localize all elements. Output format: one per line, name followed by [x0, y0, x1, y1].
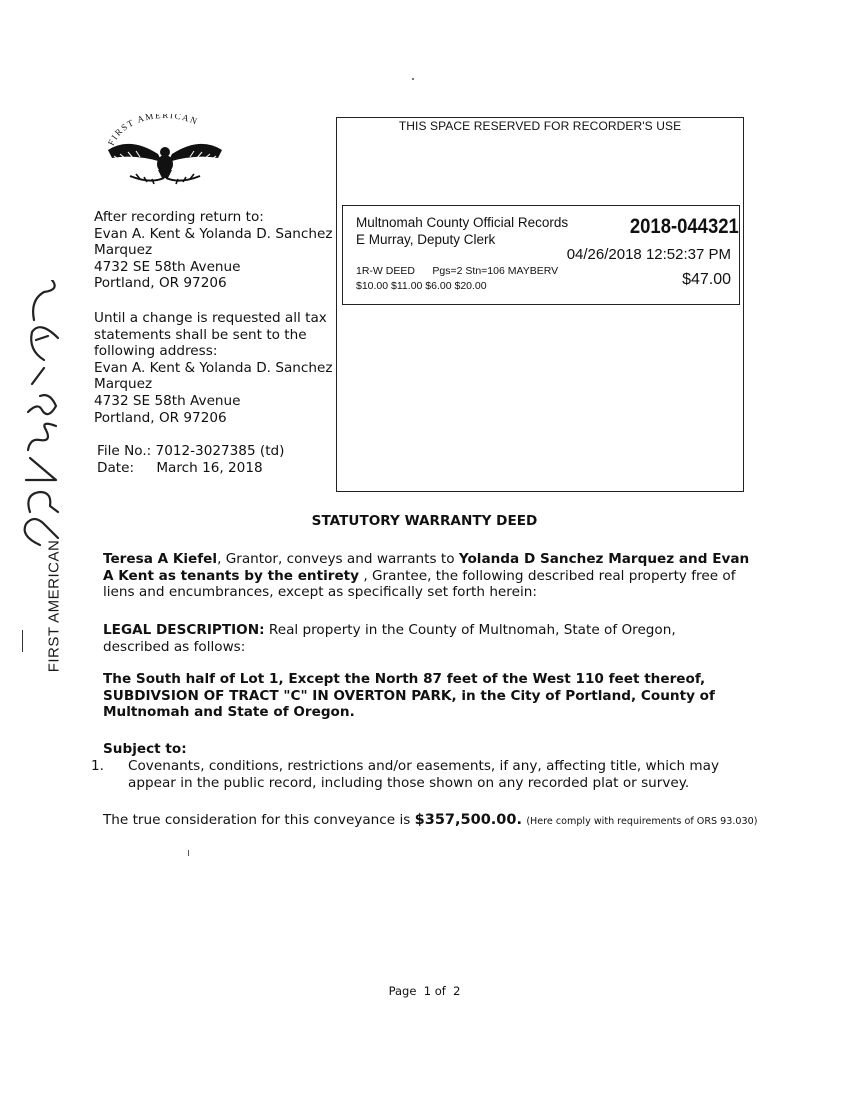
- logo-arc-text: FIRST AMERICAN: [105, 114, 200, 147]
- file-no-row: [97, 443, 337, 460]
- return-heading: After recording return to:: [94, 209, 264, 225]
- recorder-timestamp: 04/26/2018 12:52:37 PM: [566, 246, 731, 263]
- grantee-rest: , Grantee, the following described real property free of liens and encumbrances, except as specifically set forth herein:: [103, 567, 736, 601]
- consideration-text: The true consideration for this conveyance is: [103, 812, 415, 828]
- date-label: Date:: [97, 459, 135, 476]
- tax-city: Portland, OR 97206: [94, 409, 227, 426]
- subject-label: Subject to:: [103, 741, 187, 757]
- grantor-paragraph: [103, 551, 751, 601]
- recorder-number: 2018-044321: [630, 215, 739, 238]
- consideration: [103, 812, 763, 831]
- tax-name: Evan A. Kent & Yolanda D. Sanchez: [94, 359, 333, 376]
- legal-label: LEGAL DESCRIPTION:: [103, 622, 265, 638]
- recorder-fees: $10.00 $11.00 $6.00 $20.00: [356, 280, 487, 292]
- subject-item-text: Covenants, conditions, restrictions and/or easements, if any, affecting title, which may appear in the public record, including those shown on any recorded plat or survey.: [128, 758, 720, 791]
- legal-body: The South half of Lot 1, Except the North 87 feet of the West 110 feet thereof, SUBDIVSION OF TRACT "C" IN OVERTON PARK, in the City of Portland, County of Multnomah and State of Oregon.: [103, 671, 715, 721]
- svg-text:FIRST AMERICAN: [106, 114, 200, 147]
- page-number: Page 1 of 2: [388, 984, 461, 998]
- return-address: [94, 209, 334, 292]
- eagle-logo-icon: [100, 114, 230, 194]
- recorder-reserved-label: THIS SPACE RESERVED FOR RECORDER'S USE: [398, 119, 682, 133]
- legal-text: Real property in the County of Multnomah, State of Oregon, described as follows:: [103, 622, 676, 655]
- handwritten-file-number: [0, 280, 80, 550]
- recorder-total: $47.00: [682, 271, 731, 288]
- consideration-amount: $357,500.00.: [414, 812, 522, 828]
- tax-line-3: following address:: [94, 343, 218, 360]
- grantee-names: Yolanda D Sanchez Marquez and Evan A Kent as tenants by the entirety: [103, 551, 750, 584]
- return-city: Portland, OR 97206: [94, 275, 227, 292]
- tax-street: 4732 SE 58th Avenue: [94, 392, 241, 409]
- subject-item-number: 1.: [91, 758, 104, 774]
- date-row: [97, 460, 337, 477]
- stray-mark: [188, 850, 189, 856]
- recorder-clerk: E Murray, Deputy Clerk: [356, 232, 496, 247]
- return-name: Evan A. Kent & Yolanda D. Sanchez: [94, 225, 333, 242]
- return-name-cont: Marquez: [94, 242, 153, 259]
- file-info: [97, 443, 337, 476]
- conveys-text: , Grantor, conveys and warrants to: [217, 551, 459, 567]
- grantor-name: Teresa A Kiefel: [103, 551, 218, 567]
- date-value: March 16, 2018: [156, 459, 263, 476]
- return-street: 4732 SE 58th Avenue: [94, 258, 241, 275]
- tax-line-1: Until a change is requested all tax: [94, 310, 327, 326]
- tax-address: [94, 310, 334, 426]
- consideration-note: (Here comply with requirements of ORS 93.030): [526, 816, 758, 827]
- company-logo: [100, 114, 230, 194]
- recorder-doc-line: 1R-W DEED Pgs=2 Stn=106 MAYBERV: [356, 265, 559, 277]
- side-stamp-company: FIRST AMERICAN: [45, 539, 63, 673]
- file-no-label: File No.:: [97, 443, 152, 459]
- file-no-value: 7012-3027385 (td): [155, 443, 285, 459]
- tax-name-cont: Marquez: [94, 376, 153, 393]
- deed-title: STATUTORY WARRANTY DEED: [311, 513, 538, 529]
- legal-description: [103, 622, 723, 655]
- stray-mark: [412, 78, 414, 80]
- margin-mark: [22, 630, 23, 652]
- tax-line-2: statements shall be sent to the: [94, 326, 307, 343]
- recorder-county: Multnomah County Official Records: [356, 215, 569, 230]
